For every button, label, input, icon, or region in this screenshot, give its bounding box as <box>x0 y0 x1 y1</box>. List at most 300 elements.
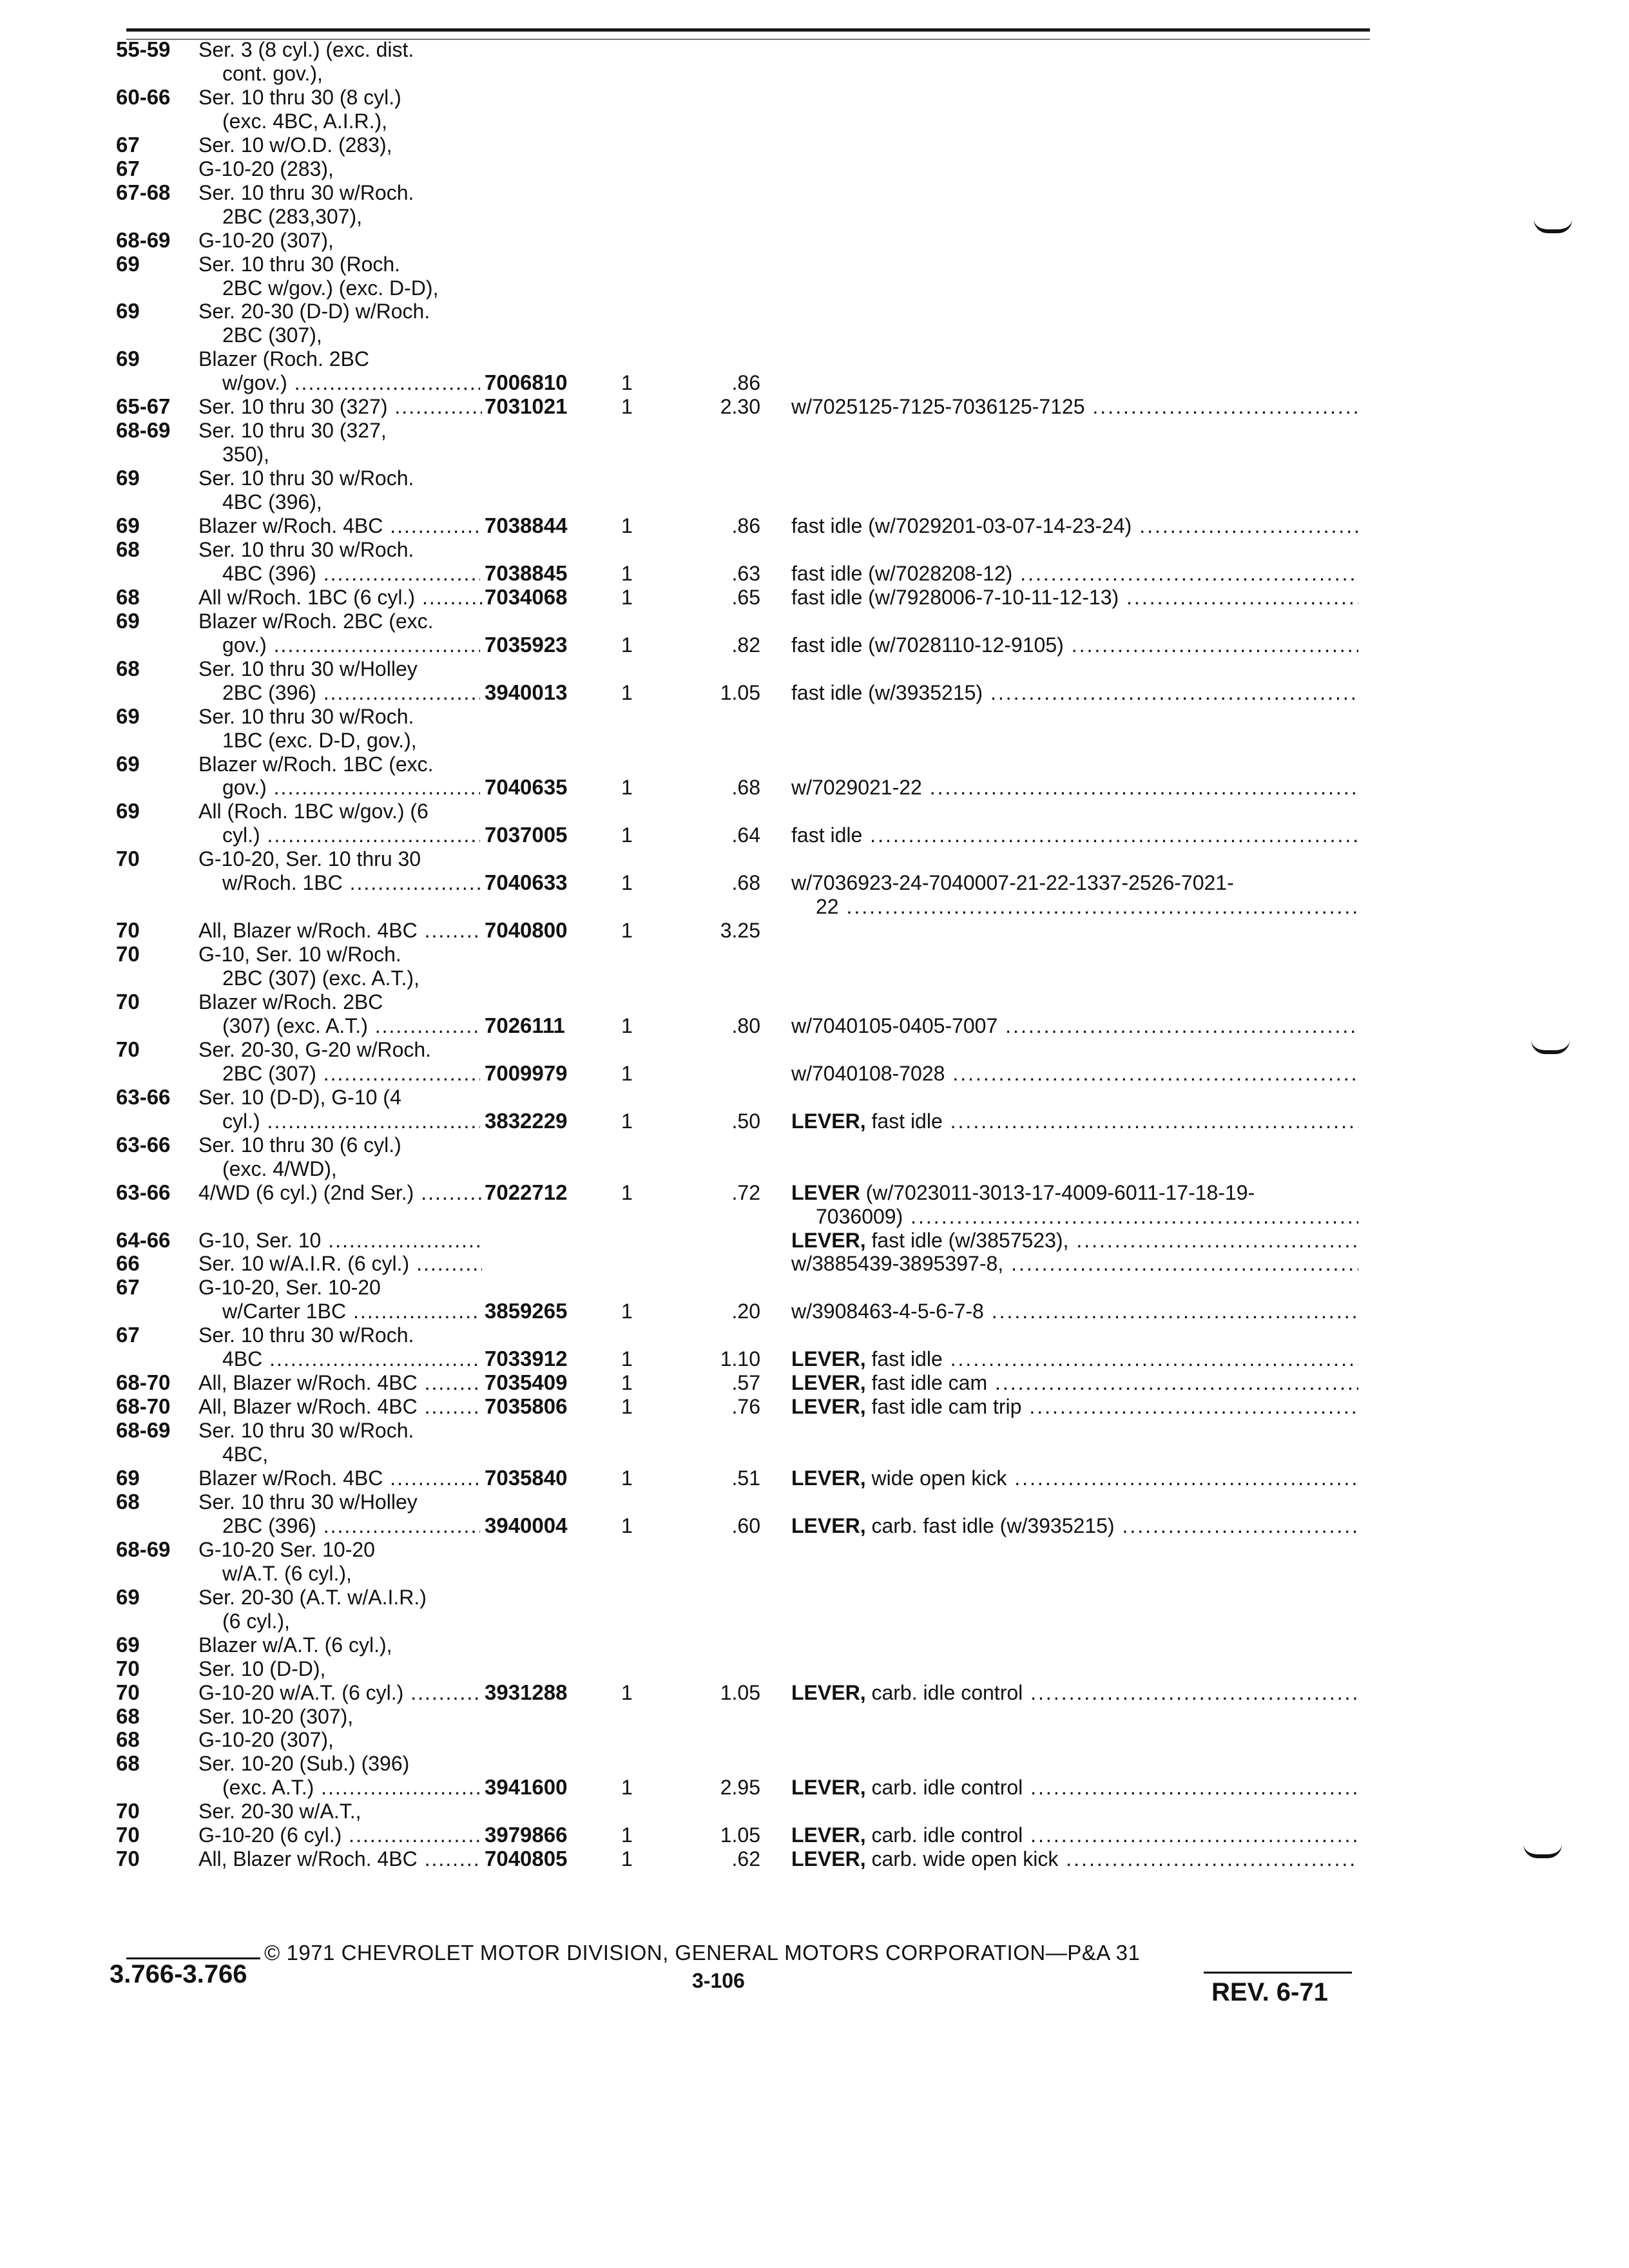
remark <box>791 870 1358 895</box>
price: .50 <box>731 1109 760 1133</box>
description-text: (6 cyl.), <box>222 1609 290 1633</box>
lever-label: LEVER, <box>791 1109 866 1133</box>
table-row <box>0 1775 1629 1800</box>
description <box>198 37 482 62</box>
model-year: 69 <box>116 751 140 776</box>
price: .80 <box>731 1014 760 1037</box>
model-year: 69 <box>116 608 140 633</box>
model-year: 69 <box>116 466 140 490</box>
description <box>198 85 482 110</box>
remark <box>791 633 1358 657</box>
description-text: All, Blazer w/Roch. 4BC ..... <box>198 1371 482 1394</box>
table-row <box>0 1157 1629 1181</box>
quantity: 1 <box>621 514 633 537</box>
description <box>198 1275 482 1300</box>
footer-section-range: 3.766-3.766 <box>110 1960 247 1988</box>
description <box>198 466 482 490</box>
table-row <box>0 775 1629 800</box>
footer-rule-left <box>126 1957 260 1959</box>
part-number: 7040805 <box>485 1847 568 1871</box>
description-text: 2BC (307) (exc. A.T.), <box>222 966 419 990</box>
price: .64 <box>731 823 760 847</box>
table-row <box>0 1109 1629 1133</box>
quantity: 1 <box>621 1347 633 1371</box>
description-text: Ser. 10 (D-D), G-10 (4 <box>198 1085 401 1109</box>
description <box>198 609 482 633</box>
table-row <box>0 1561 1629 1586</box>
quantity: 1 <box>621 871 633 895</box>
remark-text: fast idle (w/7028110-12-9105) <box>791 633 1064 657</box>
table-row <box>0 228 1629 253</box>
part-number: 7035923 <box>485 632 568 657</box>
price: .86 <box>731 371 760 395</box>
description-text: Blazer w/Roch. 1BC (exc. <box>198 752 434 776</box>
part-number: 3979866 <box>485 1823 568 1847</box>
remark-text: carb. fast idle (w/3935215) <box>871 1514 1115 1537</box>
lever-label: LEVER, <box>791 1395 866 1419</box>
remark-text: w/7029021-22 <box>791 776 922 800</box>
description-text: (exc. 4/WD), <box>222 1157 337 1180</box>
description-text: Ser. 10 thru 30 (327) ..... <box>198 395 482 418</box>
remark-text: fast idle (w/7928006-7-10-11-12-13) <box>791 585 1119 609</box>
model-year: 66 <box>116 1251 140 1276</box>
description <box>198 180 482 205</box>
description <box>198 228 482 253</box>
table-row <box>0 276 1629 300</box>
remark <box>791 561 1358 586</box>
description-text: Ser. 3 (8 cyl.) (exc. dist. <box>198 38 414 61</box>
description-text: Ser. 10 thru 30 w/Roch. <box>198 704 414 728</box>
quantity: 1 <box>621 680 633 704</box>
description-text: 2BC (283,307), <box>222 204 363 228</box>
remark-text: fast idle <box>791 823 863 847</box>
model-year: 68 <box>116 1704 140 1728</box>
quantity: 1 <box>621 585 633 609</box>
part-number: 3940004 <box>485 1513 568 1537</box>
description-text: 1BC (exc. D-D, gov.), <box>222 728 417 752</box>
description <box>198 1657 482 1681</box>
description <box>198 1323 482 1347</box>
description-text: w/Roch. 1BC ..... <box>222 871 480 894</box>
table-row <box>0 514 1629 538</box>
description <box>198 990 482 1014</box>
description-text: gov.) ..... <box>222 633 480 657</box>
description <box>222 561 480 586</box>
model-year: 70 <box>116 1037 140 1061</box>
table-row <box>0 942 1629 966</box>
description-text: Blazer w/Roch. 4BC ..... <box>198 1466 482 1490</box>
description <box>222 966 480 990</box>
description <box>198 847 482 871</box>
description-text: Blazer (Roch. 2BC <box>198 347 369 371</box>
description-text: Ser. 10-20 (307), <box>198 1704 354 1728</box>
description-text: Ser. 10 thru 30 w/Roch. <box>198 180 414 204</box>
description-text: Ser. 10 thru 30 w/Holley <box>198 657 418 680</box>
model-year: 68-69 <box>116 418 171 443</box>
remark-text: fast idle <box>871 1109 943 1133</box>
description <box>198 1466 482 1490</box>
remark-text: w/3908463-4-5-6-7-8 <box>791 1300 984 1323</box>
description-text: Blazer w/Roch. 2BC <box>198 990 383 1014</box>
description <box>198 514 482 538</box>
description-text: 350), <box>222 443 269 466</box>
part-number: 7033912 <box>485 1347 568 1371</box>
price: .20 <box>731 1300 760 1323</box>
description <box>198 1799 482 1823</box>
description <box>222 1514 480 1538</box>
table-row <box>0 1014 1629 1038</box>
lever-label: LEVER, <box>791 1228 866 1252</box>
price: 1.05 <box>720 1680 760 1704</box>
remark <box>816 894 1358 919</box>
table-row <box>0 1180 1629 1205</box>
description <box>222 204 480 229</box>
description-text: cyl.) ..... <box>222 1110 480 1133</box>
model-year: 69 <box>116 299 140 323</box>
table-row <box>0 299 1629 323</box>
price: .82 <box>731 633 760 657</box>
remark <box>791 1061 1358 1086</box>
remark <box>791 823 1358 847</box>
model-year: 67-68 <box>116 180 171 204</box>
description <box>222 680 480 705</box>
remark <box>816 1204 1358 1229</box>
table-row <box>0 1633 1629 1657</box>
description-text: Ser. 10 thru 30 w/Roch. <box>198 537 414 561</box>
quantity: 1 <box>621 1847 633 1871</box>
model-year: 68 <box>116 1727 140 1752</box>
description-text: Ser. 20-30 (D-D) w/Roch. <box>198 300 430 323</box>
quantity: 1 <box>621 1823 633 1847</box>
price: 1.05 <box>720 680 760 704</box>
description <box>222 633 480 657</box>
quantity: 1 <box>621 1014 633 1037</box>
description <box>198 918 482 943</box>
table-row <box>0 490 1629 514</box>
model-year: 70 <box>116 942 140 966</box>
table-row <box>0 1347 1629 1371</box>
description-text: 2BC w/gov.) (exc. D-D), <box>222 276 439 300</box>
part-number: 7040633 <box>485 870 568 895</box>
price: .86 <box>731 514 760 537</box>
description <box>222 1014 480 1038</box>
description <box>222 1347 480 1371</box>
description <box>222 823 480 847</box>
description <box>222 276 480 300</box>
remark-text: fast idle (w/7028208-12) <box>791 561 1013 585</box>
table-row <box>0 585 1629 610</box>
model-year: 69 <box>116 1466 140 1490</box>
remark <box>791 1014 1358 1038</box>
remark-text: w/7040108-7028 <box>791 1061 945 1085</box>
table-row <box>0 109 1629 133</box>
table-row <box>0 1657 1629 1681</box>
table-row <box>0 1394 1629 1419</box>
table-row <box>0 1204 1629 1229</box>
description-text: Ser. 20-30 (A.T. w/A.I.R.) <box>198 1585 427 1609</box>
model-year: 64-66 <box>116 1227 171 1252</box>
description <box>222 109 480 133</box>
table-row <box>0 37 1629 62</box>
model-year: 67 <box>116 1323 140 1347</box>
remark <box>791 1466 1358 1490</box>
table-row <box>0 657 1629 681</box>
model-year: 69 <box>116 704 140 728</box>
table-row <box>0 561 1629 586</box>
remark-text: w/7025125-7125-7036125-7125 <box>791 395 1085 419</box>
description <box>198 799 482 823</box>
quantity: 1 <box>621 1776 633 1800</box>
remark-text: carb. idle control <box>871 1776 1023 1800</box>
description <box>222 370 480 395</box>
description <box>198 1751 482 1776</box>
description <box>198 704 482 729</box>
description-text: Blazer w/A.T. (6 cyl.), <box>198 1633 392 1657</box>
description <box>198 252 482 276</box>
description-text: G-10-20 (6 cyl.) ..... <box>198 1823 482 1847</box>
table-row <box>0 204 1629 229</box>
table-row <box>0 537 1629 562</box>
table-row <box>0 728 1629 753</box>
model-year: 68 <box>116 656 140 680</box>
description <box>198 1727 482 1752</box>
quantity: 1 <box>621 1109 633 1133</box>
quantity: 1 <box>621 395 633 419</box>
description <box>198 1251 482 1276</box>
description <box>222 1561 480 1586</box>
table-row <box>0 133 1629 157</box>
description <box>222 775 480 800</box>
description <box>198 1418 482 1443</box>
part-number: 7035840 <box>485 1466 568 1490</box>
description <box>198 585 482 610</box>
lever-label: LEVER, <box>791 1371 866 1395</box>
table-row <box>0 1680 1629 1705</box>
description-text: G-10-20 (307), <box>198 1728 334 1752</box>
description-text: All w/Roch. 1BC (6 cyl.) ..... <box>198 586 482 609</box>
description <box>198 1490 482 1514</box>
lever-label: LEVER <box>791 1180 860 1204</box>
model-year: 70 <box>116 1847 140 1871</box>
description-text: All, Blazer w/Roch. 4BC ..... <box>198 919 482 942</box>
footer-page-number: 3-106 <box>692 1969 745 1992</box>
description-text: Ser. 20-30, G-20 w/Roch. <box>198 1037 432 1061</box>
description-text: (exc. A.T.) ..... <box>222 1776 480 1799</box>
table-row <box>0 370 1629 395</box>
table-row <box>0 966 1629 990</box>
model-year: 60-66 <box>116 84 171 109</box>
description-text: cont. gov.), <box>222 61 323 85</box>
remark-text: fast idle cam trip <box>871 1395 1022 1419</box>
lever-label: LEVER, <box>791 1514 866 1537</box>
description-text: 2BC (307), <box>222 323 322 347</box>
model-year: 69 <box>116 1632 140 1657</box>
table-row <box>0 1847 1629 1871</box>
table-row <box>0 1704 1629 1729</box>
model-year: 69 <box>116 1584 140 1609</box>
description-text: Ser. 10-20 (Sub.) (396) <box>198 1752 410 1776</box>
lever-label: LEVER, <box>791 1466 866 1490</box>
table-row <box>0 1228 1629 1253</box>
lever-label: LEVER, <box>791 1847 866 1871</box>
price: 2.95 <box>720 1776 760 1800</box>
description <box>198 1704 482 1729</box>
model-year: 70 <box>116 847 140 871</box>
part-number: 7038844 <box>485 514 568 537</box>
footer-rule-right <box>1204 1972 1352 1974</box>
model-year: 69 <box>116 347 140 371</box>
description-text: Ser. 10 thru 30 w/Holley <box>198 1490 418 1514</box>
description <box>222 490 480 514</box>
description-text: (exc. 4BC, A.I.R.), <box>222 109 388 133</box>
remark <box>791 585 1358 610</box>
part-number: 3859265 <box>485 1299 568 1323</box>
description <box>198 752 482 776</box>
quantity: 1 <box>621 1180 633 1204</box>
description <box>198 1085 482 1110</box>
description <box>198 418 482 443</box>
remark-text: w/3885439-3895397-8, <box>791 1252 1004 1276</box>
table-row <box>0 1323 1629 1347</box>
part-number: 3941600 <box>485 1775 568 1800</box>
table-row <box>0 870 1629 895</box>
table-row <box>0 1751 1629 1776</box>
model-year: 68-70 <box>116 1394 171 1419</box>
quantity: 1 <box>621 1514 633 1537</box>
lever-label: LEVER, <box>791 1823 866 1847</box>
description <box>198 1585 482 1610</box>
model-year: 70 <box>116 918 140 943</box>
description <box>222 442 480 466</box>
quantity: 1 <box>621 561 633 585</box>
description-text: G-10, Ser. 10 ..... <box>198 1229 482 1252</box>
description <box>198 1228 482 1253</box>
remark <box>791 775 1358 800</box>
table-row <box>0 1418 1629 1443</box>
part-number: 3940013 <box>485 680 568 704</box>
table-row <box>0 609 1629 633</box>
table-row <box>0 394 1629 419</box>
description-text: Ser. 10 thru 30 (8 cyl.) <box>198 85 401 109</box>
quantity: 1 <box>621 1395 633 1419</box>
remark-text: w/7036923-24-7040007-21-22-1337-2526-7021- <box>791 871 1234 895</box>
table-row <box>0 466 1629 490</box>
remark-text: w/7040105-0405-7007 <box>791 1014 998 1037</box>
description-text: 4BC (396) ..... <box>222 562 480 585</box>
model-year: 70 <box>116 990 140 1014</box>
price: 3.25 <box>720 919 760 943</box>
remark <box>791 1228 1358 1253</box>
remark-text: fast idle (w/7029201-03-07-14-23-24) <box>791 514 1132 537</box>
description-text: G-10-20 w/A.T. (6 cyl.) ..... <box>198 1681 482 1704</box>
model-year: 67 <box>116 132 140 157</box>
description <box>198 1394 482 1419</box>
price: .60 <box>731 1514 760 1537</box>
quantity: 1 <box>621 1371 633 1395</box>
table-row <box>0 1133 1629 1157</box>
table-row <box>0 799 1629 823</box>
model-year: 70 <box>116 1656 140 1680</box>
description-text: All (Roch. 1BC w/gov.) (6 <box>198 800 429 823</box>
part-number: 3832229 <box>485 1108 568 1133</box>
remark <box>791 394 1358 419</box>
description-text: All, Blazer w/Roch. 4BC ..... <box>198 1847 482 1870</box>
model-year: 63-66 <box>116 1084 171 1109</box>
remark-text: fast idle (w/3935215) <box>791 680 983 704</box>
price: .68 <box>731 871 760 895</box>
remark-text: fast idle (w/3857523), <box>871 1228 1069 1252</box>
model-year: 68-69 <box>116 1418 171 1443</box>
description-text: 4BC ..... <box>222 1347 480 1370</box>
description-text: Blazer w/Roch. 2BC (exc. <box>198 609 434 633</box>
lever-label: LEVER, <box>791 1680 866 1704</box>
description <box>198 1133 482 1157</box>
description <box>222 1609 480 1633</box>
description-text: 2BC (396) ..... <box>222 1514 480 1537</box>
description-text: w/gov.) ..... <box>222 371 480 394</box>
description <box>198 157 482 181</box>
remark-text: 7036009) <box>816 1204 903 1228</box>
description <box>222 1442 480 1466</box>
table-row <box>0 1370 1629 1395</box>
description-text: Ser. 10 thru 30 w/Roch. <box>198 1323 414 1347</box>
table-row <box>0 1537 1629 1562</box>
remark <box>791 1347 1358 1371</box>
table-row <box>0 1085 1629 1110</box>
table-row <box>0 1823 1629 1847</box>
table-row <box>0 1061 1629 1086</box>
quantity: 1 <box>621 823 633 847</box>
description-text: G-10, Ser. 10 w/Roch. <box>198 943 401 966</box>
model-year: 70 <box>116 1680 140 1704</box>
description-text: gov.) ..... <box>222 776 480 799</box>
table-row <box>0 323 1629 347</box>
description <box>222 1775 480 1800</box>
model-year: 67 <box>116 1275 140 1300</box>
part-number: 7022712 <box>485 1180 568 1204</box>
footer-copyright: © 1971 CHEVROLET MOTOR DIVISION, GENERAL MOTORS CORPORATION—P&A 31 <box>264 1941 1141 1965</box>
lever-label: LEVER, <box>791 1776 866 1800</box>
part-number: 7038845 <box>485 561 568 585</box>
description-text: 4BC, <box>222 1443 269 1466</box>
description <box>222 1061 480 1086</box>
quantity: 1 <box>621 371 633 395</box>
description <box>198 657 482 681</box>
table-row <box>0 894 1629 919</box>
quantity: 1 <box>621 633 633 657</box>
price: .63 <box>731 561 760 585</box>
part-number: 7006810 <box>485 370 568 395</box>
remark-text: 22 <box>816 895 839 919</box>
part-number: 7031021 <box>485 394 568 419</box>
remark <box>791 1109 1358 1133</box>
description-text: Ser. 20-30 w/A.T., <box>198 1800 361 1823</box>
model-year: 68 <box>116 584 140 609</box>
quantity: 1 <box>621 919 633 943</box>
price: .72 <box>731 1180 760 1204</box>
table-row <box>0 847 1629 871</box>
price: .62 <box>731 1847 760 1871</box>
table-row <box>0 752 1629 776</box>
description <box>198 1847 482 1871</box>
model-year: 63-66 <box>116 1132 171 1157</box>
model-year: 70 <box>116 1799 140 1823</box>
description-text: G-10-20, Ser. 10-20 <box>198 1276 381 1300</box>
description-text: Ser. 10 w/A.I.R. (6 cyl.) ..... <box>198 1252 482 1275</box>
table-row <box>0 1299 1629 1323</box>
table-row <box>0 1585 1629 1610</box>
description-text: (307) (exc. A.T.) ..... <box>222 1014 480 1037</box>
